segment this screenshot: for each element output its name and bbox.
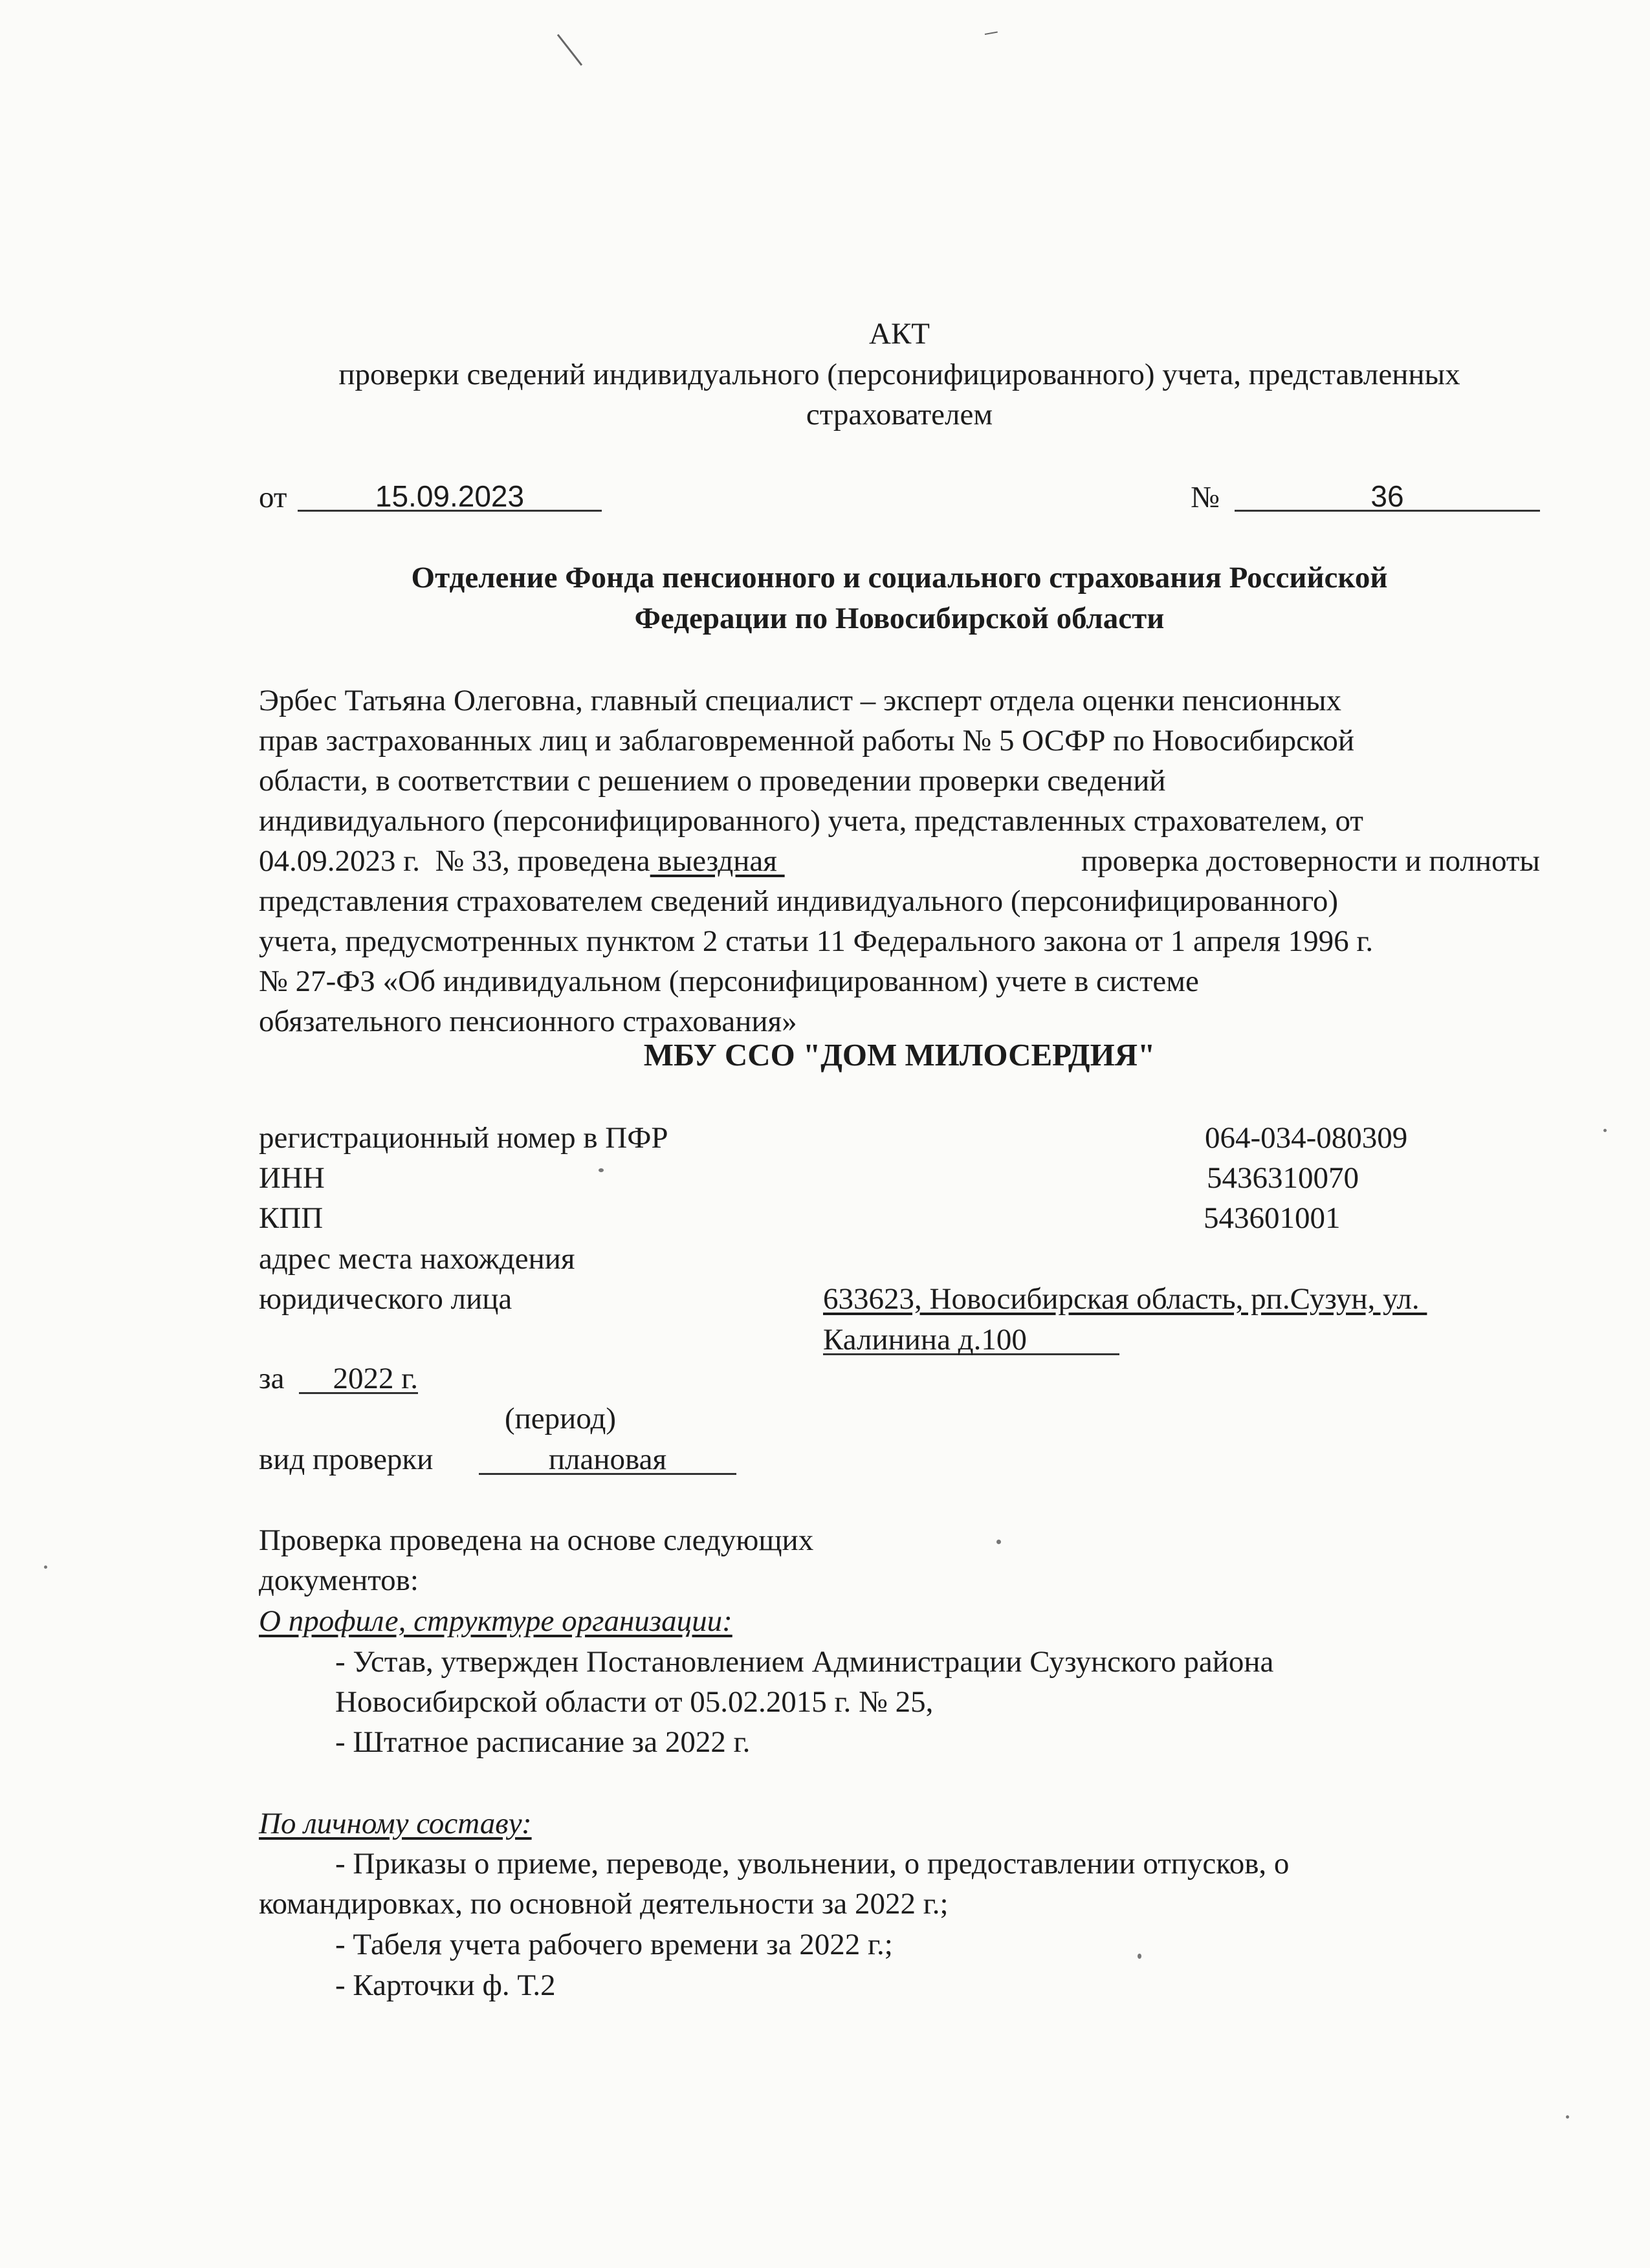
profile-item-line: - Устав, утвержден Постановлением Администрации Сузунского района [335, 1645, 1274, 1679]
profile-item-charter [335, 1642, 1540, 1722]
document-subtitle-line2: страхователем [806, 398, 993, 431]
intro-line: учета, предусмотренных пунктом 2 статьи 11 Федерального закона от 1 апреля 1996 г. [259, 924, 1374, 958]
number-value: 36 [1370, 479, 1404, 513]
intro-line: индивидуального (персонифицированного) учета, представленных страхователем, от [259, 804, 1363, 838]
address-label-line2: юридического лица [259, 1282, 512, 1316]
basis-line1: Проверка проведена на основе следующих [259, 1523, 814, 1557]
scan-mark [557, 34, 582, 66]
intro-line: № 27-ФЗ «Об индивидуальном (персонифицированном) учете в системе [259, 965, 1199, 998]
profile-item-line: Новосибирской области от 05.02.2015 г. № 25, [335, 1685, 934, 1719]
org-name-line1: Отделение Фонда пенсионного и социального страхования Российской [411, 561, 1388, 594]
intro-line: прав застрахованных лиц и заблаговременной работы № 5 ОСФР по Новосибирской [259, 724, 1355, 758]
kpp-value: 543601001 [1204, 1201, 1341, 1235]
scan-speck [599, 1168, 604, 1172]
scan-speck [1603, 1129, 1607, 1132]
period-label: за [259, 1362, 285, 1395]
inn-value: 5436310070 [1207, 1161, 1359, 1195]
scan-mark [985, 32, 998, 35]
period-caption: (период) [505, 1402, 617, 1435]
scan-speck [1566, 2115, 1569, 2119]
intro-line: обязательного пенсионного страхования» [259, 1005, 797, 1038]
intro-line: Эрбес Татьяна Олеговна, главный специалист – эксперт отдела оценки пенсионных [259, 684, 1342, 717]
scan-speck [1138, 1954, 1141, 1959]
inn-label: ИНН [259, 1161, 325, 1195]
check-type-field [479, 1439, 736, 1475]
staff-section-heading: По личному составу: [259, 1807, 532, 1840]
check-type-label: вид проверки [259, 1443, 434, 1476]
intro-line5-end: проверка достоверности и полноты [1081, 844, 1540, 878]
address-line2: Калинина д.100 [823, 1323, 1027, 1357]
intro-paragraph [259, 681, 1540, 1041]
check-form-value: выездная [650, 844, 785, 878]
staff-item-timesheets: - Табеля учета рабочего времени за 2022 г.; [335, 1928, 893, 1961]
scan-speck [44, 1565, 47, 1569]
intro-line5-start: 04.09.2023 г. № 33, проведена выездная [259, 844, 785, 878]
staff-item-cards: - Карточки ф. Т.2 [335, 1968, 556, 2002]
staff-item-line: - Приказы о приеме, переводе, увольнении, о предоставлении отпусков, о [335, 1847, 1290, 1881]
address-line2-wrap [823, 1320, 1119, 1355]
intro-line: области, в соответствии с решением о проведении проверки сведений [259, 764, 1166, 798]
staff-item-line: командировках, по основной деятельности за 2022 г.; [259, 1887, 949, 1921]
number-field [1235, 476, 1540, 512]
date-label: от [259, 481, 287, 514]
intro-line [259, 841, 1540, 881]
period-field [299, 1358, 418, 1394]
date-value: 15.09.2023 [375, 479, 525, 513]
insurer-name: МБУ ССО "ДОМ МИЛОСЕРДИЯ" [643, 1037, 1156, 1073]
scan-speck [996, 1540, 1001, 1544]
number-label: № [1191, 481, 1220, 514]
date-field [298, 476, 602, 512]
reg-number-label: регистрационный номер в ПФР [259, 1121, 668, 1155]
check-type-value: плановая [548, 1443, 667, 1476]
address-label-line1: адрес места нахождения [259, 1242, 575, 1276]
document-title: АКТ [869, 317, 930, 351]
profile-item-staff-schedule: - Штатное расписание за 2022 г. [335, 1725, 751, 1759]
intro-line: представления страхователем сведений индивидуального (персонифицированного) [259, 884, 1339, 918]
staff-item-orders [259, 1844, 1540, 1924]
reg-number-value: 064-034-080309 [1205, 1121, 1408, 1155]
org-name-line2: Федерации по Новосибирской области [634, 602, 1165, 635]
basis-line2: документов: [259, 1564, 419, 1597]
document-subtitle-line1: проверки сведений индивидуального (персонифицированного) учета, представленных [338, 358, 1460, 391]
address-line1: 633623, Новосибирская область, рп.Сузун, ул. [823, 1282, 1427, 1316]
period-value: 2022 г. [333, 1362, 418, 1395]
kpp-label: КПП [259, 1201, 324, 1235]
profile-section-heading: О профиле, структуре организации: [259, 1604, 732, 1638]
